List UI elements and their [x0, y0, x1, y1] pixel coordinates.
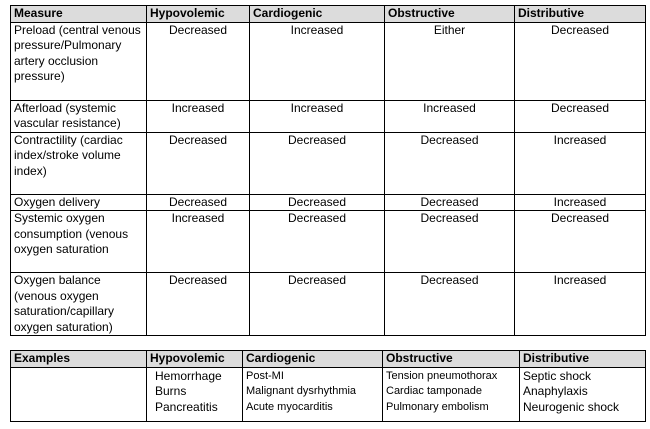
obstructive-value: Decreased: [385, 211, 515, 273]
cardiogenic-value: Decreased: [250, 211, 385, 273]
table-row: [11, 367, 646, 421]
measure-label: Afterload (systemic vascular resistance): [11, 100, 147, 132]
hypovolemic-value: Decreased: [147, 194, 250, 211]
cardiogenic-value: Decreased: [250, 273, 385, 336]
header-measure: Measure: [11, 6, 147, 23]
hypovolemic-value: Increased: [147, 100, 250, 132]
measure-label: Contractility (cardiac index/stroke volume index): [11, 132, 147, 194]
example-item: Malignant dysrhythmia: [246, 385, 357, 397]
example-item: Pulmonary embolism: [386, 400, 489, 413]
header-distributive: Distributive: [515, 6, 646, 23]
hypovolemic-value: Decreased: [147, 132, 250, 194]
example-item: Post-MI: [246, 369, 284, 382]
example-item: Septic shock: [523, 368, 592, 383]
distributive-examples: [520, 367, 646, 421]
cardiogenic-value: Increased: [250, 100, 385, 132]
example-item: Anaphylaxis: [523, 384, 588, 398]
example-item: Burns: [155, 384, 187, 398]
table-row: [11, 22, 646, 100]
measure-label: Oxygen delivery: [11, 194, 147, 211]
cardiogenic-value: Decreased: [250, 132, 385, 194]
hypovolemic-value: Decreased: [147, 22, 250, 100]
measures-header-row: [11, 6, 646, 23]
obstructive-value: Increased: [385, 100, 515, 132]
example-item: Cardiac tamponade: [386, 385, 483, 397]
cardiogenic-examples: [243, 367, 383, 421]
examples-header-row: [11, 351, 646, 368]
obstructive-value: Decreased: [385, 194, 515, 211]
example-item: Acute myocarditis: [246, 400, 333, 413]
table-row: [11, 273, 646, 336]
distributive-value: Increased: [515, 194, 646, 211]
table-row: [11, 211, 646, 273]
example-item: Tension pneumothorax: [386, 369, 498, 382]
cardiogenic-value: Increased: [250, 22, 385, 100]
hypovolemic-examples: [147, 367, 243, 421]
table-row: [11, 100, 646, 132]
shock-measures-table: [10, 5, 646, 336]
header-cardiogenic: Cardiogenic: [250, 6, 385, 23]
distributive-value: Increased: [515, 273, 646, 336]
header-hypovolemic: Hypovolemic: [147, 6, 250, 23]
obstructive-examples: [383, 367, 520, 421]
hypovolemic-value: Decreased: [147, 273, 250, 336]
header-hypovolemic: Hypovolemic: [147, 351, 243, 368]
example-item: Hemorrhage: [155, 368, 222, 383]
distributive-value: Increased: [515, 132, 646, 194]
header-obstructive: Obstructive: [385, 6, 515, 23]
cardiogenic-value: Decreased: [250, 194, 385, 211]
obstructive-value: Decreased: [385, 132, 515, 194]
obstructive-value: Decreased: [385, 273, 515, 336]
distributive-value: Decreased: [515, 100, 646, 132]
examples-empty-cell: [11, 367, 147, 421]
obstructive-value: Either: [385, 22, 515, 100]
example-item: Pancreatitis: [155, 399, 218, 414]
header-distributive: Distributive: [520, 351, 646, 368]
table-row: [11, 194, 646, 211]
header-obstructive: Obstructive: [383, 351, 520, 368]
measure-label: Preload (central venous pressure/Pulmonary artery occlusion pressure): [11, 22, 147, 100]
hypovolemic-value: Increased: [147, 211, 250, 273]
table-row: [11, 132, 646, 194]
distributive-value: Decreased: [515, 211, 646, 273]
measure-label: Systemic oxygen consumption (venous oxygen saturation: [11, 211, 147, 273]
example-item: Neurogenic shock: [523, 399, 620, 414]
measure-label: Oxygen balance (venous oxygen saturation/capillary oxygen saturation): [11, 273, 147, 336]
distributive-value: Decreased: [515, 22, 646, 100]
header-cardiogenic: Cardiogenic: [243, 351, 383, 368]
header-examples: Examples: [11, 351, 147, 368]
shock-examples-table: [10, 350, 646, 422]
